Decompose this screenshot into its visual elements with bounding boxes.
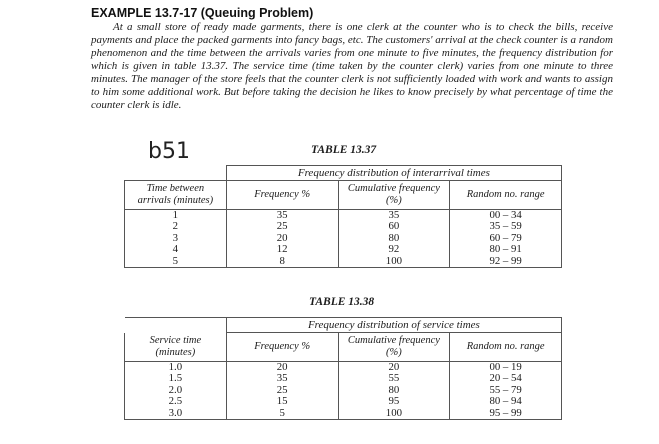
example-title: EXAMPLE 13.7-17 (Queuing Problem) xyxy=(91,6,314,20)
table-cell: 60 xyxy=(338,221,450,232)
table-cell: 80 – 94 xyxy=(450,396,562,407)
table-cell: 15 xyxy=(226,396,338,407)
table1-header: Time between arrivals (minutes) xyxy=(125,181,227,210)
table-cell: 20 xyxy=(226,233,338,244)
table-cell: 25 xyxy=(226,385,338,396)
table-cell: 20 – 54 xyxy=(450,373,562,384)
table-cell: 2.5 xyxy=(125,396,227,407)
table-cell: 5 xyxy=(226,408,338,420)
table-cell: 00 – 19 xyxy=(450,362,562,374)
table1-body xyxy=(125,210,562,268)
table-cell: 92 xyxy=(338,244,450,255)
table2-header: Cumulative frequency (%) xyxy=(338,333,450,362)
table-cell: 1 xyxy=(125,210,227,222)
table1-header: Cumulative frequency (%) xyxy=(338,181,450,210)
table-cell: 20 xyxy=(226,362,338,374)
table-cell: 1.0 xyxy=(125,362,227,374)
table2-header: Service time (minutes) xyxy=(125,333,227,362)
table1-caption: TABLE 13.37 xyxy=(311,144,377,156)
table-row xyxy=(125,256,562,268)
table-cell: 1.5 xyxy=(125,373,227,384)
table-cell: 95 – 99 xyxy=(450,408,562,420)
table-cell: 35 – 59 xyxy=(450,221,562,232)
table-cell: 35 xyxy=(338,210,450,222)
table-cell: 80 xyxy=(338,385,450,396)
table-cell: 2 xyxy=(125,221,227,232)
table1-header: Random no. range xyxy=(450,181,562,210)
table-cell: 8 xyxy=(226,256,338,268)
table-row xyxy=(125,244,562,255)
table-row xyxy=(125,396,562,407)
handwritten-annotation: b51 xyxy=(148,139,190,164)
table2-group-header: Frequency distribution of service times xyxy=(226,318,561,333)
table-row xyxy=(125,408,562,420)
table-cell: 100 xyxy=(338,408,450,420)
table-cell: 4 xyxy=(125,244,227,255)
table-cell: 12 xyxy=(226,244,338,255)
table-cell: 00 – 34 xyxy=(450,210,562,222)
table-cell: 3 xyxy=(125,233,227,244)
table2-header: Random no. range xyxy=(450,333,562,362)
table-cell: 20 xyxy=(338,362,450,374)
table1-header: Frequency % xyxy=(226,181,338,210)
table-cell: 55 xyxy=(338,373,450,384)
table-cell: 92 – 99 xyxy=(450,256,562,268)
table2-body xyxy=(125,362,562,420)
table-cell: 60 – 79 xyxy=(450,233,562,244)
table1-empty-corner xyxy=(125,166,227,181)
table-cell: 80 xyxy=(338,233,450,244)
table2-caption: TABLE 13.38 xyxy=(309,296,375,308)
example-paragraph: At a small store of ready made garments, there is one clerk at the counter who is to check the bills, receive payments and place the packed garments into fancy bags, etc. The customers' arrival at the check counter is a random phenomenon and the time between the arrivals varies from one minute to five minutes, the frequency distribution for which is given in table 13.37. The service time (time taken by the counter clerk) varies from one minute to three minutes. The manager of the store feels that the counter clerk is not sufficiently loaded with work and wants to assign to him some additional work. But before taking the decision he likes to know precisely by what percentage of time the counter clerk is idle. xyxy=(91,21,613,111)
table1-group-header: Frequency distribution of interarrival times xyxy=(226,166,561,181)
table-cell: 35 xyxy=(226,373,338,384)
table-cell: 95 xyxy=(338,396,450,407)
table-cell: 2.0 xyxy=(125,385,227,396)
table2-empty-corner xyxy=(125,318,227,333)
table-cell: 25 xyxy=(226,221,338,232)
table-cell: 80 – 91 xyxy=(450,244,562,255)
table-cell: 35 xyxy=(226,210,338,222)
table2-header: Frequency % xyxy=(226,333,338,362)
table-cell: 100 xyxy=(338,256,450,268)
table-cell: 3.0 xyxy=(125,408,227,420)
table-cell: 5 xyxy=(125,256,227,268)
table-cell: 55 – 79 xyxy=(450,385,562,396)
interarrival-table xyxy=(124,165,562,268)
service-time-table xyxy=(124,317,562,420)
